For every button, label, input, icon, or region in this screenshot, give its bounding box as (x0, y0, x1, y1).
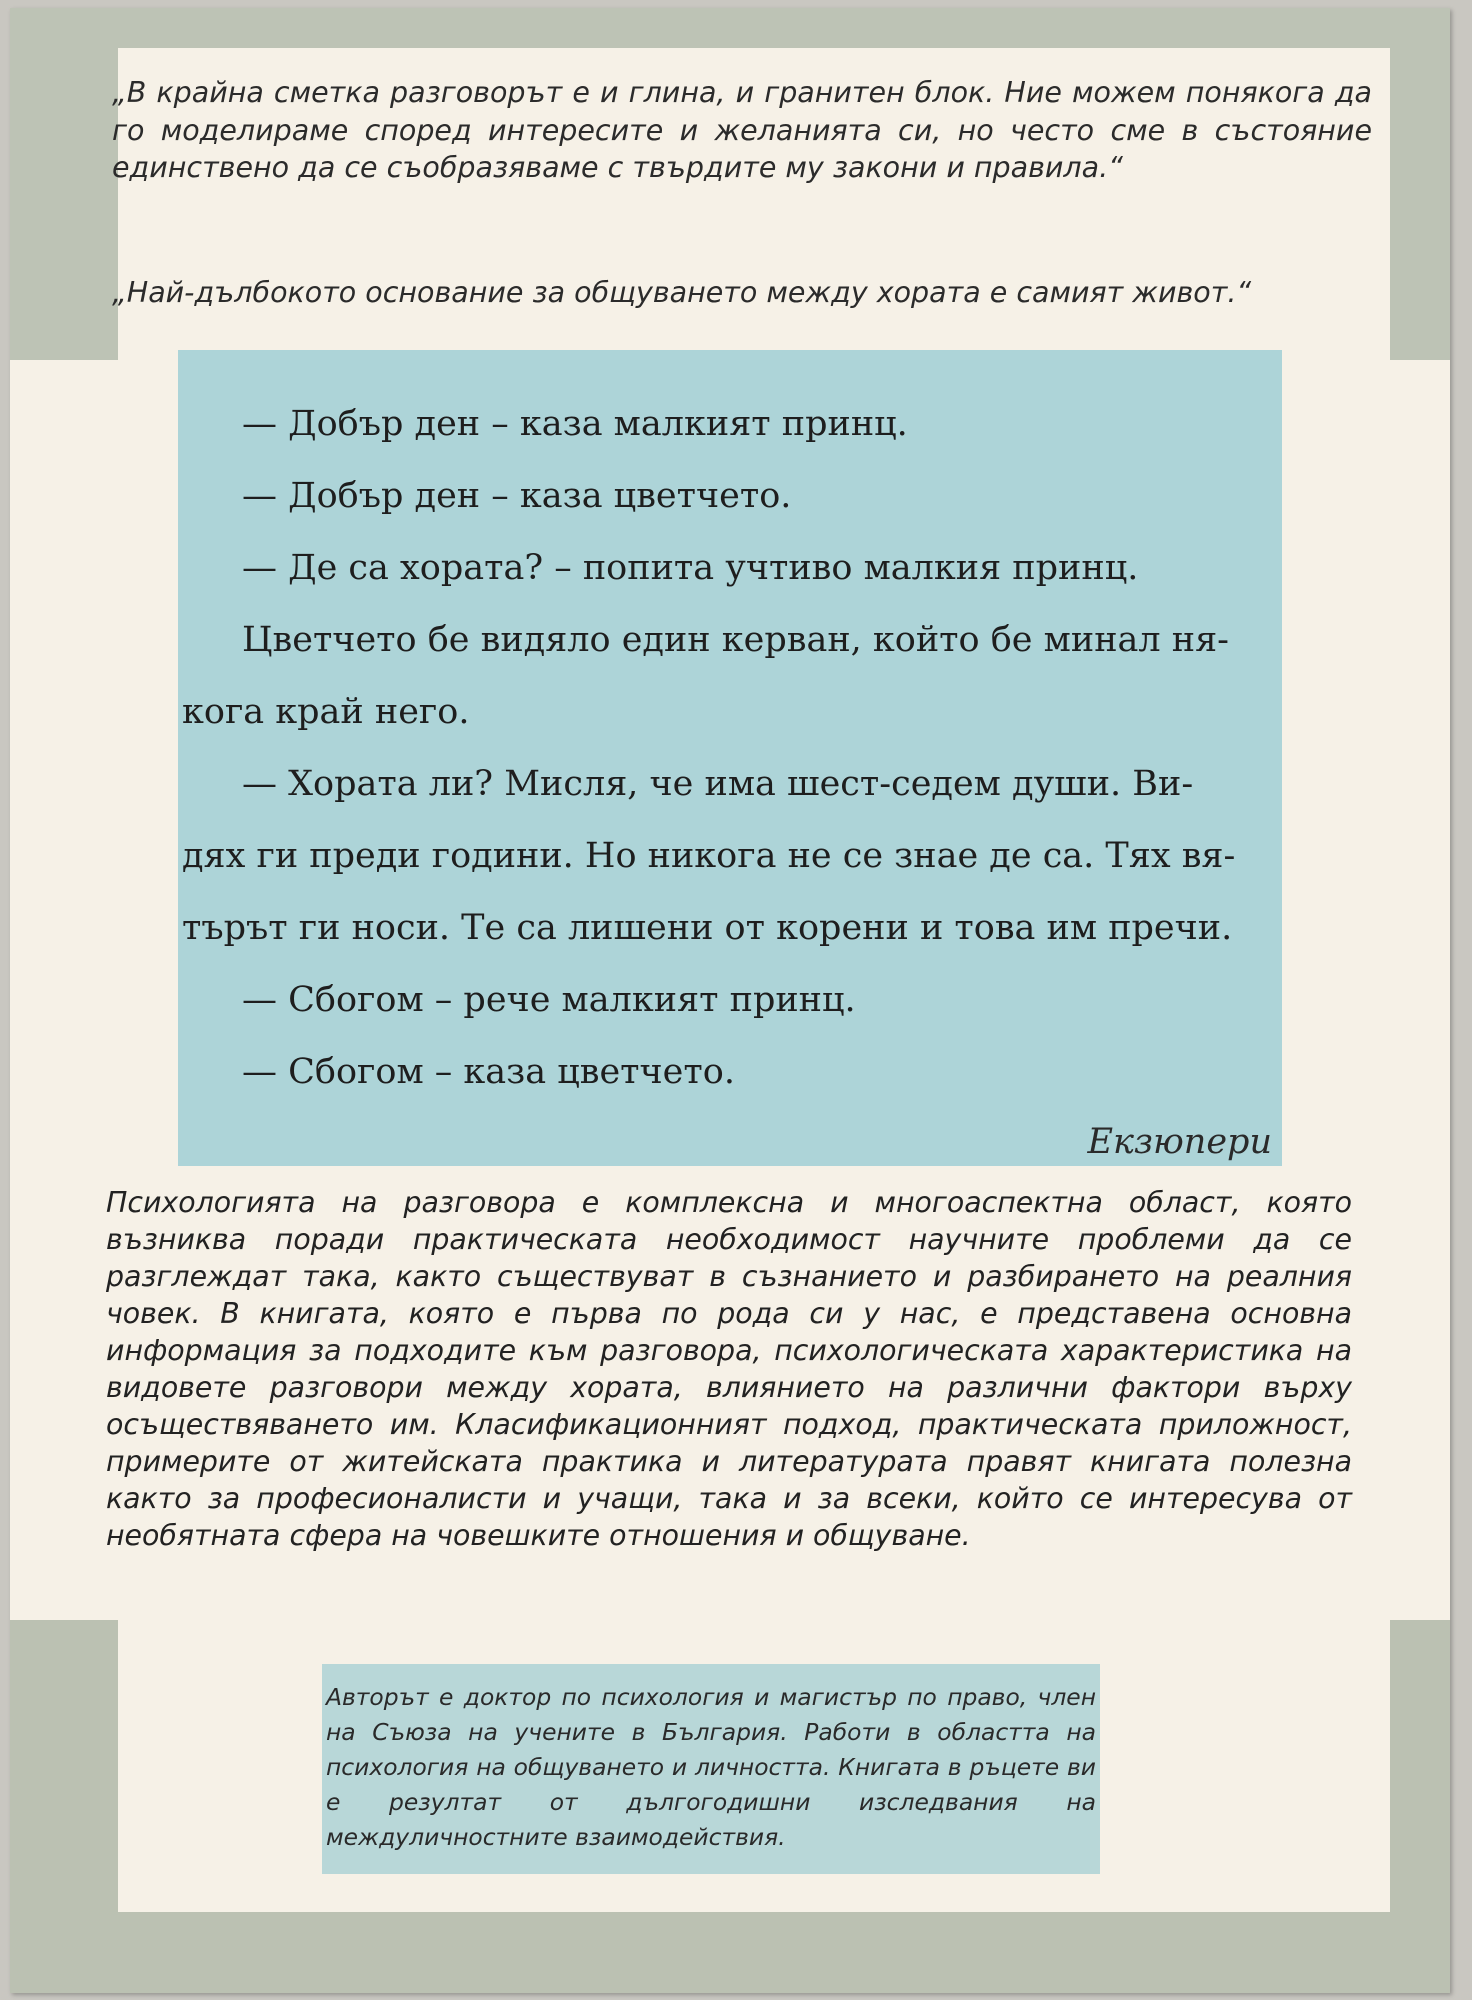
dialogue-line: кога край него. (182, 692, 470, 732)
quote-author-signature: Екзюпери (1087, 1122, 1272, 1162)
little-prince-dialogue (182, 388, 1274, 1108)
dialogue-line: — Сбогом – каза цветчето. (242, 1052, 735, 1092)
opening-quote: „В крайна сметка разговорът е и глина, и гранитен блок. Ние можем понякога да го моделираме според интересите и желанията си, но често сме в състояние единствено да се съобразяваме с твърдите му закони и правила.“ (112, 76, 1372, 184)
dialogue-line: Цветчето бе видяло един керван, който бе минал ня- (242, 620, 1229, 660)
dialogue-line: — Добър ден – каза малкият принц. (242, 404, 908, 444)
life-quote: „Най-дълбокото основание за общуването между хората е самият живот.“ (112, 276, 1252, 309)
dialogue-line: — Сбогом – рече малкият принц. (242, 980, 856, 1020)
dialogue-line: — Де са хората? – попита учтиво малкия принц. (242, 548, 1139, 588)
author-note: Авторът е доктор по психология и магистър по право, член на Съюза на учените в България. Работи в областта на психология на общуването и личността. Книгата в ръцете ви е резултат от дългогодишни изследвания на междуличностните взаимодействия. (326, 1683, 1096, 1851)
book-description: Психологията на разговора е комплексна и многоаспектна област, която възниква поради практическата необходимост научните проблеми да се разглеждат така, както съществуват в съзнанието и разбирането на реалния човек. В книгата, която е първа по рода си у нас, е представена основна информация за подходите към разговора, психологическата характеристика на видовете разговори между хората, влиянието на различни фактори върху осъществяването им. Класификационният подход, практическата приложност, примерите от житейската практика и литературата правят книгата полезна както за професионалисти и учащи, така и за всеки, който се интересува от необятната сфера на човешките отношения и общуване. (106, 1186, 1352, 1552)
dialogue-line: дях ги преди години. Но никога не се знае де са. Тях вя- (182, 836, 1236, 876)
dialogue-line: — Добър ден – каза цветчето. (242, 476, 792, 516)
dialogue-line: — Хората ли? Мисля, че има шест-седем души. Ви- (242, 764, 1194, 804)
dialogue-line: търът ги носи. Те са лишени от корени и това им пречи. (182, 908, 1233, 948)
